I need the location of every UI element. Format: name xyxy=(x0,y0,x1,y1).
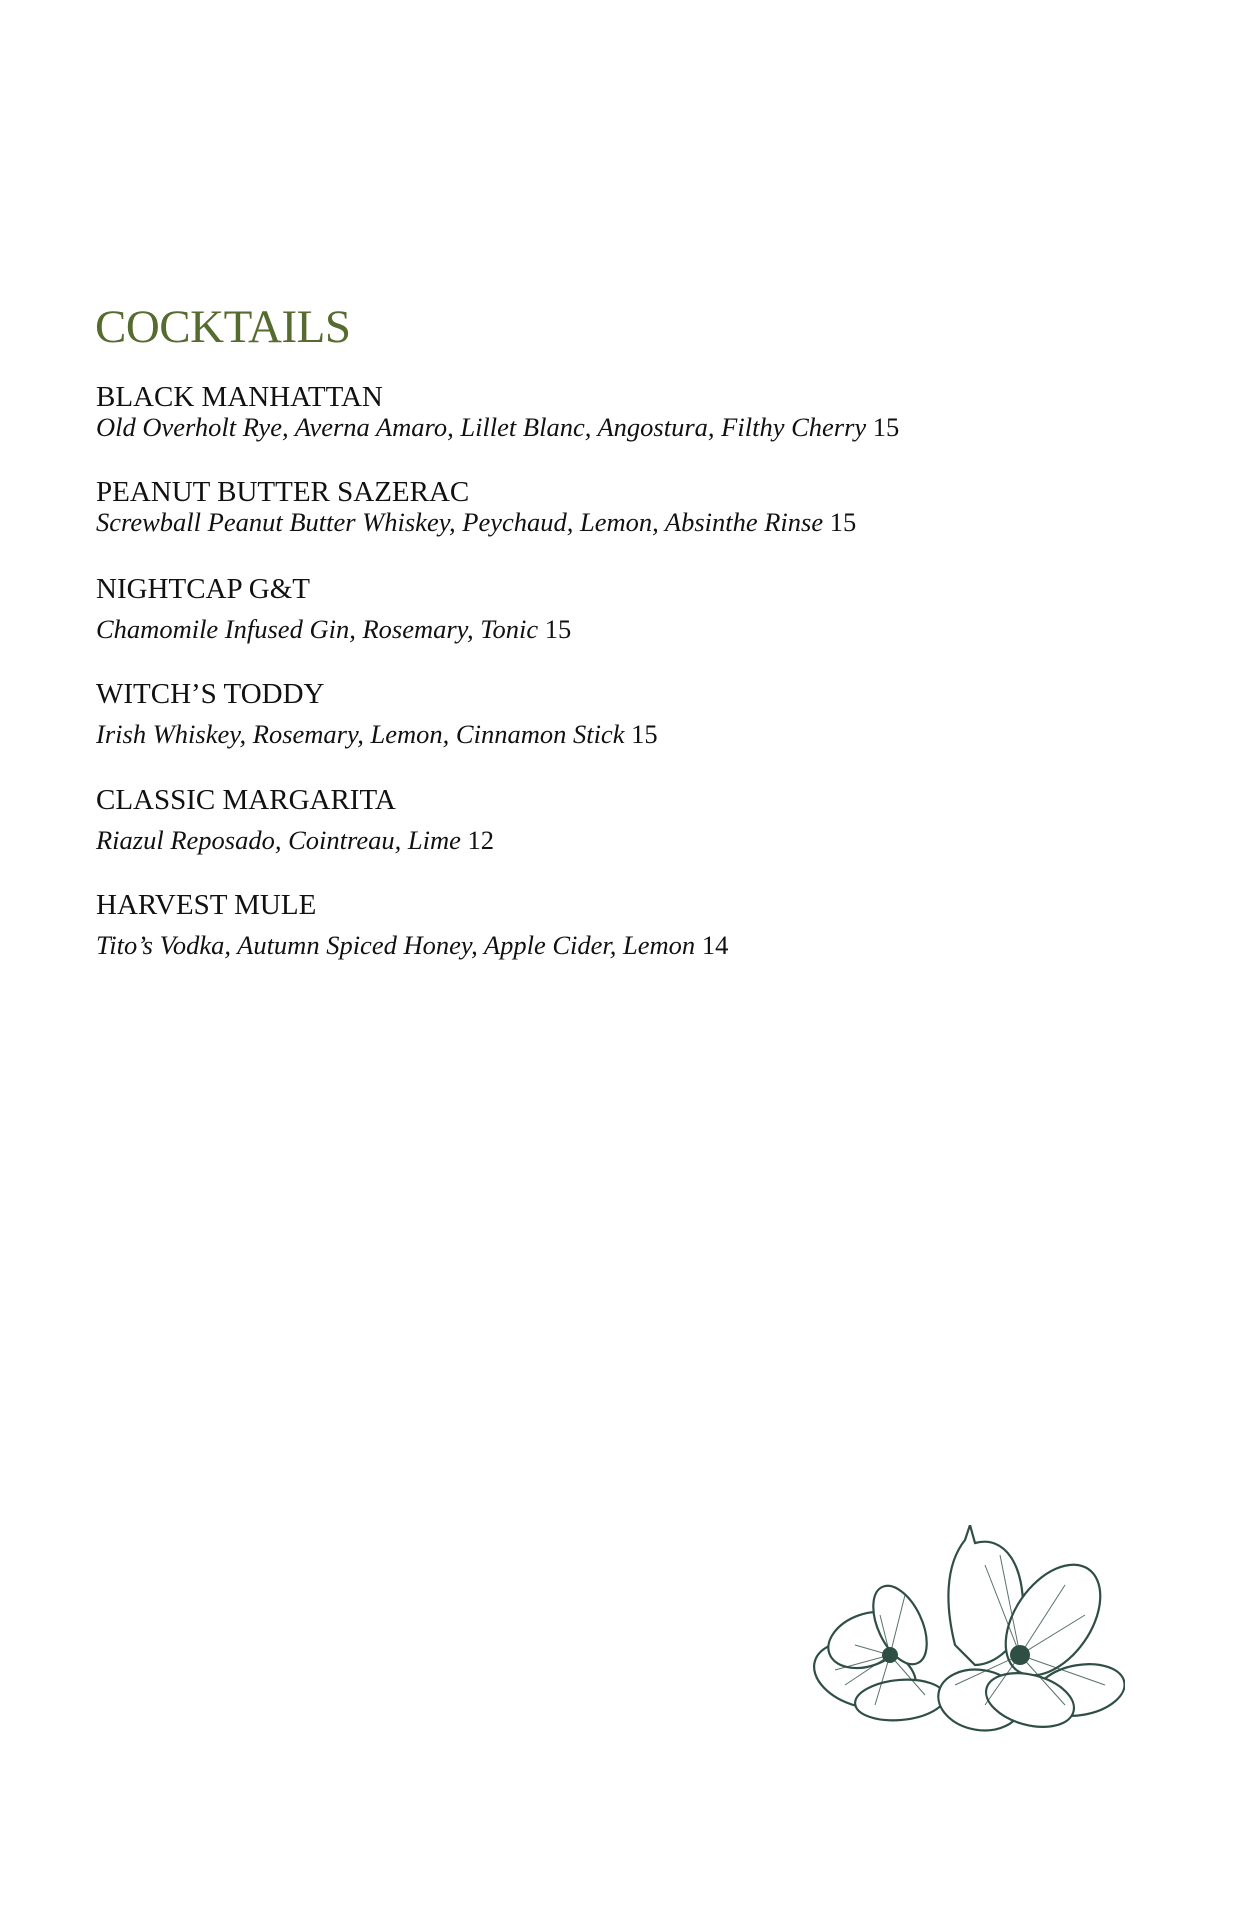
item-price: 15 xyxy=(544,614,572,644)
menu-item xyxy=(96,380,899,444)
menu-item xyxy=(96,475,856,539)
item-description: Screwball Peanut Butter Whiskey, Peychaud, Lemon, Absinthe Rinse xyxy=(96,507,824,537)
item-name: NIGHTCAP G&T xyxy=(96,573,311,605)
item-name: PEANUT BUTTER SAZERAC xyxy=(96,476,470,508)
item-description: Tito’s Vodka, Autumn Spiced Honey, Apple Cider, Lemon xyxy=(96,930,696,960)
item-price: 12 xyxy=(467,825,494,855)
menu-item xyxy=(96,572,571,646)
item-price: 15 xyxy=(631,719,658,749)
item-description: Chamomile Infused Gin, Rosemary, Tonic xyxy=(96,614,539,644)
item-price: 14 xyxy=(701,930,729,960)
item-name: HARVEST MULE xyxy=(96,889,317,921)
section-title: COCKTAILS xyxy=(95,301,351,353)
item-name: BLACK MANHATTAN xyxy=(96,381,383,413)
item-description: Old Overholt Rye, Averna Amaro, Lillet Blanc, Angostura, Filthy Cherry xyxy=(96,412,867,442)
menu-item xyxy=(96,677,658,751)
item-name: WITCH’S TODDY xyxy=(96,678,325,710)
menu-item xyxy=(96,783,494,857)
menu-item xyxy=(96,888,728,962)
flower-center-icon xyxy=(1010,1645,1030,1665)
item-description: Irish Whiskey, Rosemary, Lemon, Cinnamon Stick xyxy=(96,719,625,749)
item-name: CLASSIC MARGARITA xyxy=(96,784,396,816)
item-price: 15 xyxy=(872,412,900,442)
item-description: Riazul Reposado, Cointreau, Lime xyxy=(96,825,461,855)
item-price: 15 xyxy=(829,507,857,537)
flower-illustration-icon xyxy=(795,1525,1125,1735)
flower-center-icon xyxy=(882,1647,898,1663)
